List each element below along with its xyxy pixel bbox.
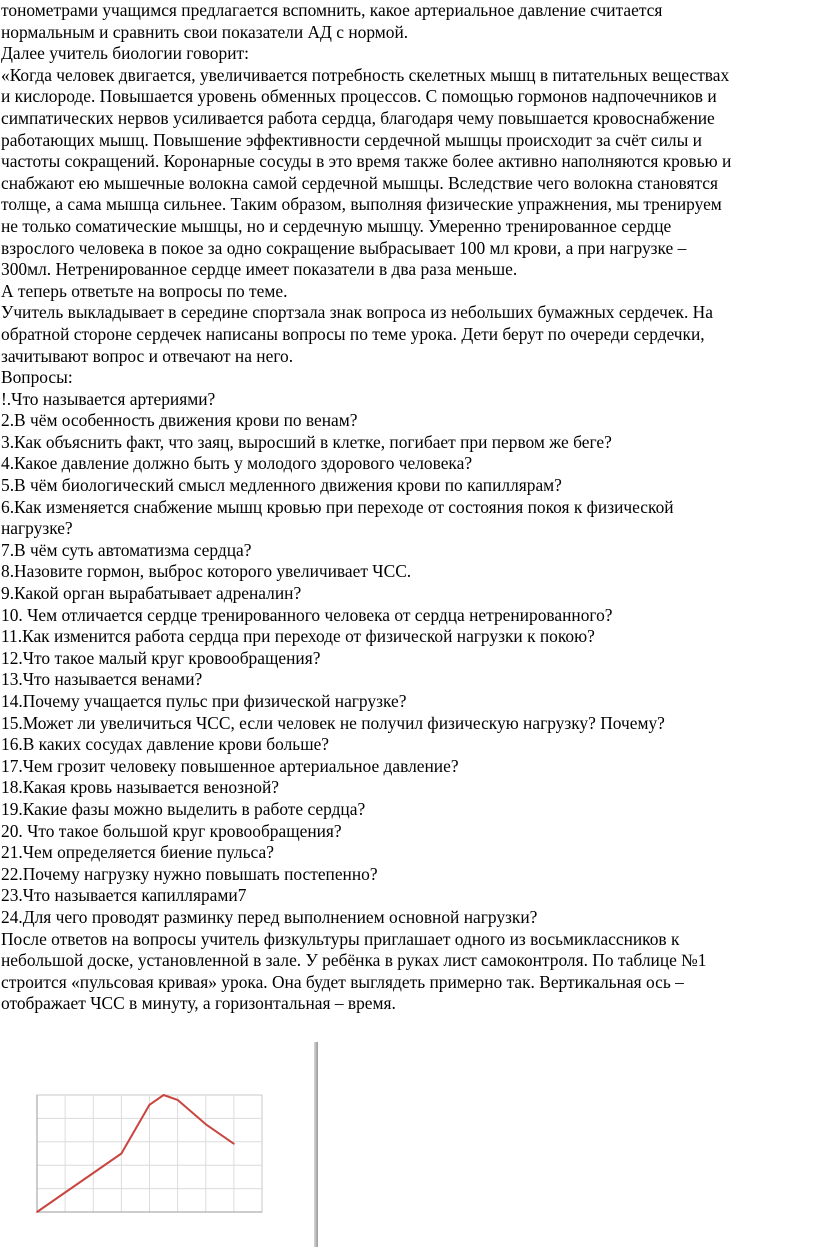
data-point <box>149 1104 151 1106</box>
data-point <box>120 1153 122 1155</box>
data-point <box>163 1094 165 1096</box>
questions-list <box>0 389 812 929</box>
data-point <box>36 1211 38 1213</box>
outro-line: строится «пульсовая кривая» урока. Она будет выглядеть примерно так. Вертикальная ось – <box>1 971 684 992</box>
quote-line: «Когда человек двигается, увеличивается потребность скелетных мышц в питательных веществах <box>1 64 730 85</box>
teacher-intro: Далее учитель биологии говорит: <box>1 43 249 64</box>
quote-line: работающих мышц. Повышение эффективности сердечной мышцы происходит за счёт силы и <box>1 129 702 150</box>
question-item: 6.Как изменяется снабжение мышц кровью при переходе от состояния покоя к физической <box>1 496 674 517</box>
figure-border <box>314 1042 318 1247</box>
question-item: 18.Какая кровь называется венозной? <box>1 777 280 798</box>
quote-line: и кислороде. Повышается уровень обменных процессов. С помощью гормонов надпочечников и <box>1 86 717 107</box>
question-item: 21.Чем определяется биение пульса? <box>1 842 274 863</box>
quote-line: частоты сокращений. Коронарные сосуды в это время также более активно наполняются кровью и <box>1 151 732 172</box>
question-item: 17.Чем грозит человеку повышенное артериальное давление? <box>1 755 459 776</box>
quote-line: взрослого человека в покое за одно сокращение выбрасывает 100 мл крови, а при нагрузке – <box>1 237 687 258</box>
pulse-curve-chart <box>0 1036 312 1247</box>
outro-line: После ответов на вопросы учитель физкультуры приглашает одного из восьмиклассников к <box>1 928 680 949</box>
setup-line: обратной стороне сердечек написаны вопросы по теме урока. Дети берут по очереди сердечки, <box>1 323 705 344</box>
quote-line: не только соматические мышцы, но и сердечную мышцу. Умеренно тренированное сердце <box>1 215 672 236</box>
data-point <box>233 1143 235 1145</box>
question-item: 22.Почему нагрузку нужно повышать постепенно? <box>1 863 378 884</box>
question-item: 4.Какое давление должно быть у молодого здорового человека? <box>1 453 473 474</box>
question-item: 12.Что такое малый круг кровообращения? <box>1 647 321 668</box>
data-point <box>177 1099 179 1101</box>
question-item: !.Что называется артериями? <box>1 388 216 409</box>
question-item: 15.Может ли увеличиться ЧСС, если человек не получил физическую нагрузку? Почему? <box>1 712 665 733</box>
questions-heading: Вопросы: <box>1 367 73 388</box>
question-item: 7.В чём суть автоматизма сердца? <box>1 539 252 560</box>
data-point <box>92 1172 94 1174</box>
question-item: 16.В каких сосудах давление крови больше? <box>1 734 330 755</box>
outro-line: отображает ЧСС в минуту, а горизонтальная – время. <box>1 993 396 1014</box>
data-point <box>64 1192 66 1194</box>
intro-paragraph <box>0 0 812 43</box>
question-item: 8.Назовите гормон, выброс которого увеличивает ЧСС. <box>1 561 412 582</box>
data-point <box>205 1123 207 1125</box>
question-item: 10. Чем отличается сердце тренированного человека от сердца нетренированного? <box>1 604 613 625</box>
setup-paragraph <box>0 302 812 367</box>
question-item: нагрузке? <box>1 518 73 539</box>
outro-paragraph <box>0 929 812 1015</box>
quote-line: снабжают ею мышечные волокна самой сердечной мышцы. Вследствие чего волокна становятся <box>1 172 718 193</box>
setup-line: зачитывают вопрос и отвечают на него. <box>1 345 294 366</box>
question-item: 9.Какой орган вырабатывает адреналин? <box>1 583 302 604</box>
answer-prompt: А теперь ответьте на вопросы по теме. <box>1 280 288 301</box>
question-item: 23.Что называется капиллярами7 <box>1 885 247 906</box>
question-item: 13.Что называется венами? <box>1 669 203 690</box>
question-item: 2.В чём особенность движения крови по венам? <box>1 410 358 431</box>
intro-line: тонометрами учащимся предлагается вспомнить, какое артериальное давление считается <box>1 0 663 20</box>
question-item: 5.В чём биологический смысл медленного движения крови по капиллярам? <box>1 475 562 496</box>
setup-line: Учитель выкладывает в середине спортзала знак вопроса из небольших бумажных сердечек. На <box>1 302 713 323</box>
question-item: 3.Как объяснить факт, что заяц, выросший в клетке, погибает при первом же беге? <box>1 431 612 452</box>
quote-line: 300мл. Нетренированное сердце имеет показатели в два раза меньше. <box>1 259 518 280</box>
pulse-curve-figure <box>0 1036 322 1247</box>
question-item: 24.Для чего проводят разминку перед выполнением основной нагрузки? <box>1 906 538 927</box>
teacher-quote <box>0 65 812 281</box>
question-item: 20. Что такое большой круг кровообращения? <box>1 820 342 841</box>
quote-line: симпатических нервов усиливается работа сердца, благодаря чему повышается кровоснабжение <box>1 107 715 128</box>
question-item: 19.Какие фазы можно выделить в работе сердца? <box>1 798 366 819</box>
intro-line: нормальным и сравнить свои показатели АД с нормой. <box>1 21 409 42</box>
question-item: 11.Как изменится работа сердца при переходе от физической нагрузки к покою? <box>1 626 595 647</box>
question-item: 14.Почему учащается пульс при физической нагрузке? <box>1 691 407 711</box>
outro-line: небольшой доске, установленной в зале. У ребёнка в руках лист самоконтроля. По таблице №1 <box>1 950 707 971</box>
quote-line: толще, а сама мышца сильнее. Таким образом, выполняя физические упражнения, мы тренируем <box>1 194 722 215</box>
